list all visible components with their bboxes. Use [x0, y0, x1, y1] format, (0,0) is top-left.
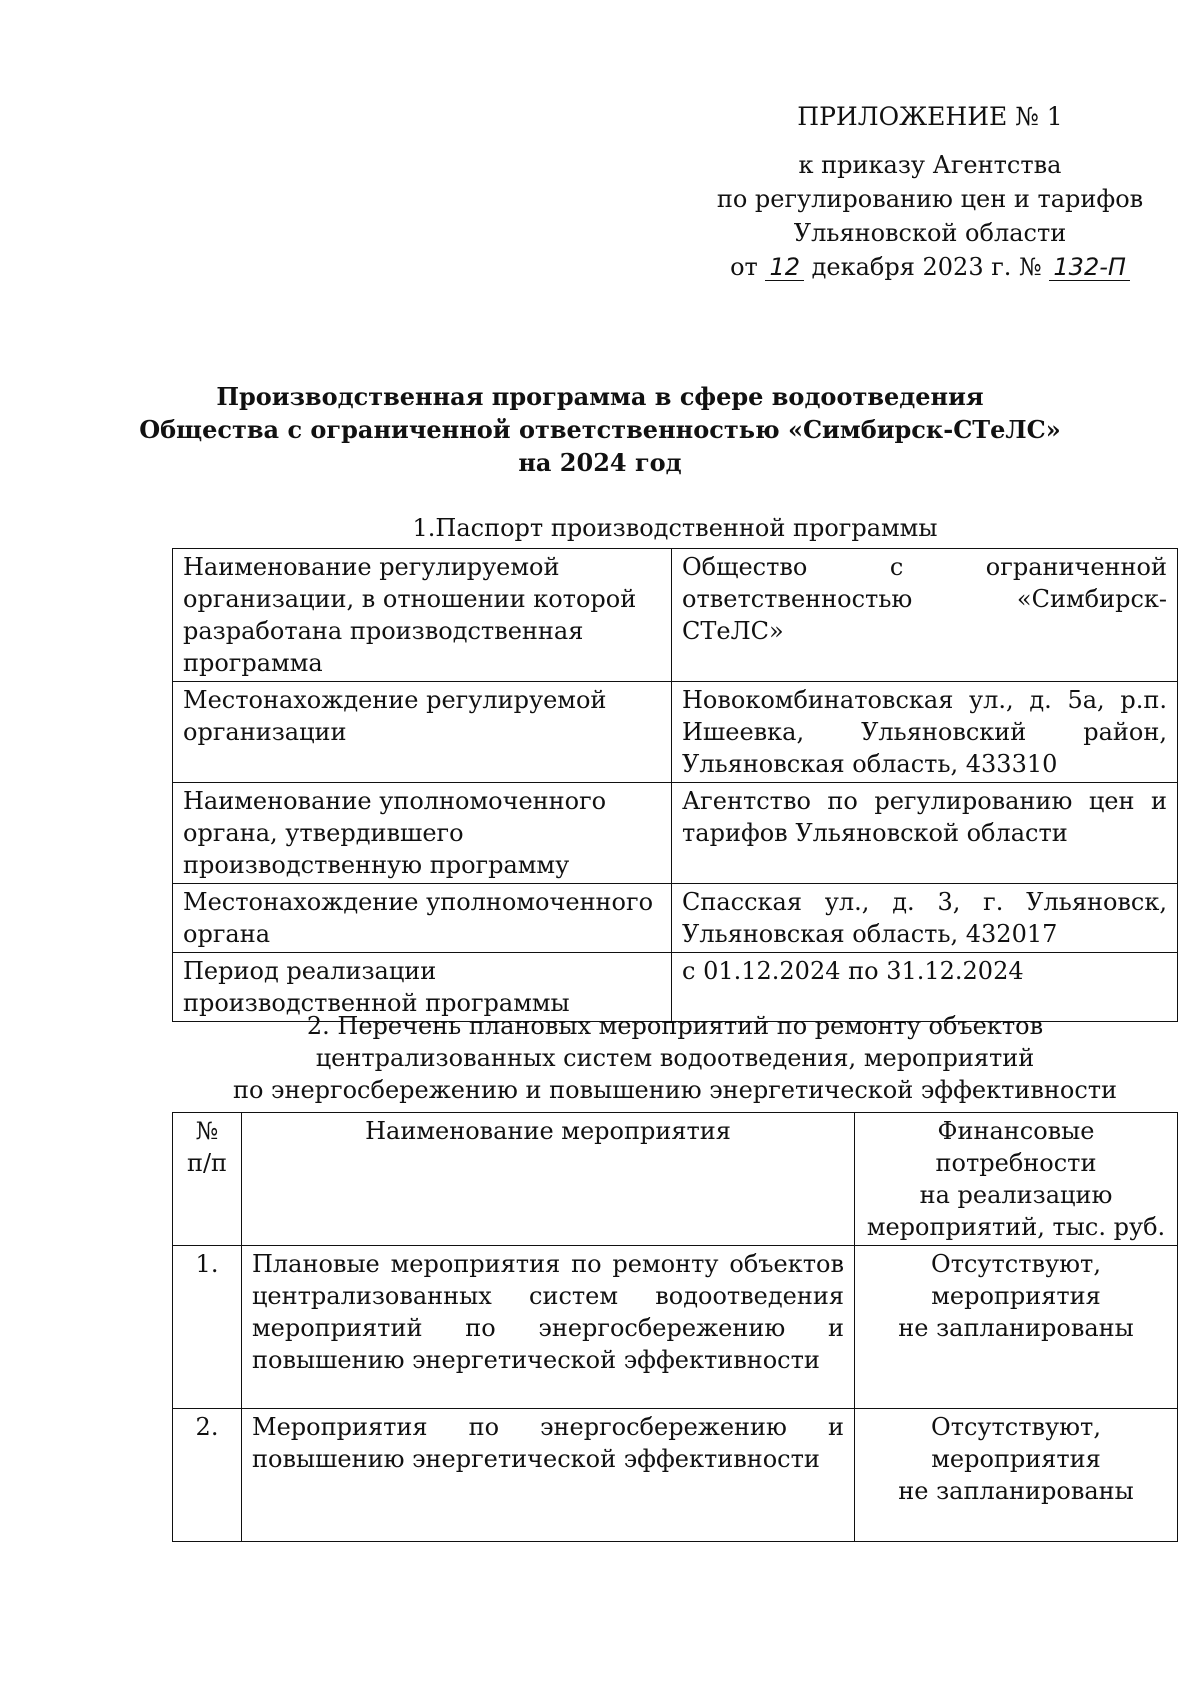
table-row — [173, 1246, 1178, 1409]
table-row — [173, 783, 1178, 884]
date-prefix: от — [730, 253, 758, 281]
header-line: Финансовые — [937, 1117, 1095, 1145]
annex-heading: ПРИЛОЖЕНИЕ № 1 — [797, 102, 1063, 131]
annex-date-line — [700, 250, 1160, 284]
table-header-row — [173, 1113, 1178, 1246]
passport-label: Наименование уполномоченного органа, утвердившего производственную программу — [173, 783, 672, 884]
row-number: 2. — [173, 1409, 242, 1542]
col-finance-header — [855, 1113, 1178, 1246]
table-row — [173, 549, 1178, 682]
finance-line: не запланированы — [898, 1314, 1134, 1342]
passport-heading: 1.Паспорт производственной программы — [412, 514, 938, 542]
date-rest: декабря 2023 г. № — [811, 253, 1042, 281]
row-number: 1. — [173, 1246, 242, 1409]
finance-line: мероприятия — [931, 1282, 1101, 1310]
handwritten-day: 12 — [765, 254, 804, 281]
passport-label: Местонахождение регулируемой организации — [173, 682, 672, 783]
title-line: Производственная программа в сфере водоотведения — [216, 382, 984, 411]
passport-table — [172, 548, 1178, 1022]
annex-block — [700, 100, 1160, 284]
finance-line: Отсутствуют, — [931, 1413, 1101, 1441]
document-title — [0, 380, 1200, 479]
finance-line: мероприятия — [931, 1445, 1101, 1473]
col-name-header: Наименование мероприятия — [242, 1113, 855, 1246]
passport-label: Местонахождение уполномоченного органа — [173, 884, 672, 953]
event-name: Плановые мероприятия по ремонту объектов централизованных систем водоотведения мероприятий по энергосбережению и повышению энергетической эффективности — [242, 1246, 855, 1409]
header-line: № — [195, 1117, 219, 1145]
passport-value: Спасская ул., д. 3, г. Ульяновск, Ульяновская область, 432017 — [672, 884, 1178, 953]
table-row — [173, 1409, 1178, 1542]
events-table — [172, 1112, 1178, 1542]
table-row — [173, 884, 1178, 953]
passport-value: Новокомбинатовская ул., д. 5а, р.п. Ишеевка, Ульяновский район, Ульяновская область, 433310 — [672, 682, 1178, 783]
passport-value: Агентство по регулированию цен и тарифов Ульяновской области — [672, 783, 1178, 884]
passport-value: с 01.12.2024 по 31.12.2024 — [672, 953, 1178, 1022]
annex-line: к приказу Агентства — [798, 151, 1062, 179]
table-row — [173, 682, 1178, 783]
annex-line: Ульяновской области — [793, 219, 1067, 247]
passport-label: Наименование регулируемой организации, в отношении которой разработана производственная программа — [173, 549, 672, 682]
title-line: на 2024 год — [518, 448, 682, 477]
finance-line: Отсутствуют, — [931, 1250, 1101, 1278]
title-line: Общества с ограниченной ответственностью «Симбирск-СТеЛС» — [139, 415, 1061, 444]
passport-value: Общество с ограниченной ответственностью «Симбирск-СТеЛС» — [672, 549, 1178, 682]
passport-label: Период реализации производственной программы — [173, 953, 672, 1022]
events-heading-line: централизованных систем водоотведения, мероприятий — [315, 1044, 1035, 1072]
annex-line: по регулированию цен и тарифов — [716, 185, 1144, 213]
header-line: на реализацию — [919, 1181, 1113, 1209]
event-name: Мероприятия по энергосбережению и повышению энергетической эффективности — [242, 1409, 855, 1542]
events-heading-line: 2. Перечень плановых мероприятий по ремонту объектов — [306, 1012, 1044, 1040]
handwritten-order-number: 132-П — [1049, 254, 1130, 281]
finance-line: не запланированы — [898, 1477, 1134, 1505]
events-heading — [170, 1010, 1180, 1106]
header-line: мероприятий, тыс. руб. — [866, 1213, 1166, 1241]
event-finance — [855, 1409, 1178, 1542]
event-finance — [855, 1246, 1178, 1409]
col-number-header — [173, 1113, 242, 1246]
header-line: потребности — [935, 1149, 1097, 1177]
header-line: п/п — [186, 1149, 228, 1177]
events-heading-line: по энергосбережению и повышению энергетической эффективности — [232, 1076, 1118, 1104]
